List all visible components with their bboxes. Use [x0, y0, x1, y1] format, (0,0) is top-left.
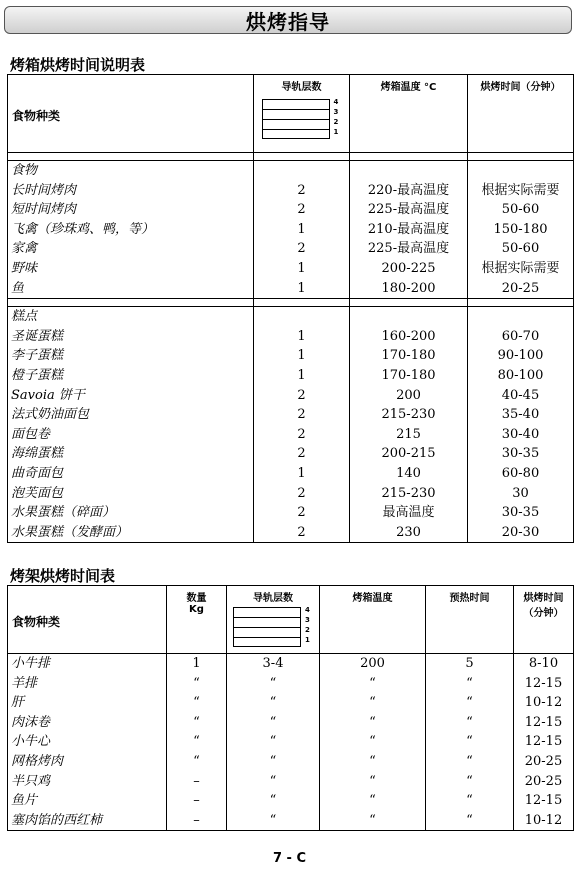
temperature-value: 215-230 [381, 407, 436, 423]
rack-header-rail [227, 586, 320, 654]
spacer [350, 307, 467, 327]
time-value: 8-10 [528, 656, 559, 671]
preheat-value: “ [466, 714, 473, 730]
rail-value: “ [269, 734, 277, 750]
time-value: 35-40 [501, 407, 540, 423]
time-value: 12-15 [524, 734, 563, 750]
rail-label: 2 [333, 118, 339, 126]
oven-group [8, 299, 574, 543]
rack-grill-table [7, 585, 574, 831]
rail-diagram-icon [233, 607, 313, 647]
rail-label: 4 [305, 606, 310, 614]
food-name: 面包卷 [11, 426, 51, 442]
temperature-value: “ [369, 714, 376, 730]
food-name: 半只鸡 [11, 773, 51, 789]
temperature-value: “ [369, 695, 376, 711]
temperature-value: 160-200 [381, 328, 436, 344]
oven-header-rail [254, 75, 350, 153]
temperature-value: 170-180 [381, 367, 436, 383]
rail-value: 2 [297, 505, 306, 521]
temperature-value: “ [369, 773, 376, 789]
temperature-value: 215-230 [381, 485, 436, 501]
food-name: 法式奶油面包 [11, 407, 90, 423]
temperature-value: 最高温度 [382, 505, 435, 521]
rail-value: 2 [297, 241, 306, 257]
page-title-bar [4, 6, 572, 34]
rail-value: 2 [297, 485, 306, 501]
spacer [254, 307, 349, 327]
temperature-value: 230 [396, 524, 421, 540]
temperature-value: 215 [396, 426, 421, 442]
rack-header-qty-unit: Kg [189, 604, 204, 615]
page-number: 7 - C [272, 851, 307, 866]
food-name: 曲奇面包 [11, 465, 64, 481]
rack-header-preheat: 预热时间 [426, 586, 514, 654]
food-name: 李子蛋糕 [11, 348, 64, 364]
oven-group [8, 153, 574, 299]
spacer [350, 161, 467, 181]
qty-value: 1 [192, 656, 201, 671]
time-value: 根据实际需要 [481, 260, 560, 276]
rail-value: 2 [297, 407, 306, 423]
preheat-value: “ [466, 773, 473, 789]
food-name: 飞禽（珍珠鸡、鸭，等） [11, 221, 155, 237]
preheat-value: “ [466, 812, 473, 828]
time-value: 60-70 [501, 328, 540, 344]
temperature-value: “ [369, 812, 376, 828]
rack-table-title: 烤架烘烤时间表 [10, 567, 116, 585]
temperature-value: 200-215 [381, 446, 436, 462]
rail-value: “ [269, 812, 277, 828]
time-value: 12-15 [524, 714, 563, 730]
temperature-value: “ [369, 793, 376, 809]
rail-label: 2 [305, 626, 310, 634]
rail-value: 2 [297, 182, 306, 198]
oven-baking-table [7, 74, 574, 543]
time-value: 50-60 [501, 241, 540, 257]
food-name: 网格烤肉 [11, 753, 64, 769]
qty-value: “ [193, 695, 200, 711]
time-value: 30-35 [501, 505, 540, 521]
food-name: 鱼片 [11, 793, 38, 809]
oven-header-time: 烘烤时间（分钟） [468, 75, 574, 153]
food-name: 塞肉馅的西红柿 [11, 812, 103, 828]
temperature-value: “ [369, 734, 376, 750]
rail-diagram-icon [262, 99, 342, 139]
food-name: 小牛心 [11, 734, 51, 750]
oven-header-rail-label: 导轨层数 [281, 82, 322, 93]
time-value: 50-60 [501, 202, 540, 218]
rail-value: 2 [297, 387, 306, 403]
rail-label: 3 [333, 108, 339, 116]
temperature-value: 200-225 [381, 260, 436, 276]
rail-value: “ [269, 675, 277, 691]
rack-header-time-label: 烘烤时间 [523, 593, 564, 604]
rack-header-rail-label: 导轨层数 [253, 593, 293, 604]
rack-header-qty [167, 586, 227, 654]
time-value: 根据实际需要 [481, 182, 560, 198]
qty-value: – [193, 773, 200, 789]
rail-label: 1 [305, 636, 310, 644]
temperature-value: “ [369, 675, 376, 691]
time-value: 80-100 [497, 367, 544, 383]
preheat-value: “ [466, 675, 473, 691]
time-value: 20-25 [501, 280, 540, 296]
temperature-value: 140 [396, 465, 421, 481]
rack-header-temp: 烤箱温度 [320, 586, 426, 654]
table-row [8, 654, 574, 831]
preheat-value: “ [466, 734, 473, 750]
rack-header-time [514, 586, 574, 654]
rail-value: “ [269, 714, 277, 730]
rack-rows [8, 654, 574, 831]
rail-value: 2 [297, 446, 306, 462]
qty-value: “ [193, 675, 200, 691]
table-row [8, 307, 574, 543]
oven-header-food: 食物种类 [8, 75, 254, 153]
food-name: 长时间烤肉 [11, 182, 77, 198]
food-name: 橙子蛋糕 [11, 367, 64, 383]
food-name: 家禽 [11, 241, 38, 257]
temperature-value: 220-最高温度 [367, 182, 450, 198]
food-name: 短时间烤肉 [11, 202, 77, 218]
temperature-value: 170-180 [381, 348, 436, 364]
time-value: 60-80 [501, 465, 540, 481]
time-value: 20-30 [501, 524, 540, 540]
time-value: 30 [512, 485, 529, 501]
preheat-value: “ [466, 753, 473, 769]
rack-header-food: 食物种类 [8, 586, 167, 654]
food-name: 野味 [11, 260, 38, 276]
food-name: 泡芙面包 [11, 485, 64, 501]
food-name: 肉沫卷 [11, 714, 51, 730]
rail-value: 2 [297, 524, 306, 540]
rack-header-qty-label: 数量 [186, 593, 207, 604]
temperature-value: 200 [360, 656, 385, 671]
food-name: Savoia 饼干 [11, 387, 85, 403]
time-value: 30-40 [501, 426, 540, 442]
qty-value: – [193, 793, 200, 809]
time-value: 10-12 [524, 695, 563, 711]
page-title: 烘烤指导 [246, 9, 330, 34]
rail-value: 1 [297, 465, 306, 481]
group-heading: 糕点 [11, 309, 38, 325]
time-value: 20-25 [524, 753, 563, 769]
spacer [468, 161, 573, 181]
food-name: 肝 [11, 695, 25, 711]
group-heading: 食物 [11, 163, 38, 178]
spacer [468, 307, 573, 327]
rail-value: 1 [297, 367, 306, 383]
rail-value: 1 [297, 221, 306, 237]
time-value: 40-45 [501, 387, 540, 403]
temperature-value: 225-最高温度 [367, 202, 450, 218]
food-name: 水果蛋糕（发酵面） [11, 524, 129, 540]
rail-label: 1 [333, 128, 339, 136]
qty-value: “ [193, 734, 200, 750]
preheat-value: “ [466, 793, 473, 809]
oven-header-temp: 烤箱温度 °C [350, 75, 468, 153]
temperature-value: 180-200 [381, 280, 436, 296]
time-value: 12-15 [524, 675, 563, 691]
time-value: 90-100 [497, 348, 544, 364]
rail-value: 1 [297, 348, 306, 364]
time-value: 20-25 [524, 773, 563, 789]
rail-value: 2 [297, 426, 306, 442]
oven-table-title: 烤箱烘烤时间说明表 [10, 56, 146, 74]
rail-label: 4 [333, 98, 339, 106]
food-name: 鱼 [11, 280, 25, 296]
qty-value: – [193, 812, 200, 828]
rail-value: “ [269, 773, 277, 789]
rail-label: 3 [305, 616, 310, 624]
rail-value: 3-4 [262, 656, 284, 671]
rail-value: “ [269, 753, 277, 769]
food-name: 羊排 [11, 675, 38, 691]
rail-value: 1 [297, 260, 306, 276]
food-name: 水果蛋糕（碎面） [11, 505, 116, 521]
rail-value: “ [269, 793, 277, 809]
food-name: 小牛排 [11, 656, 51, 671]
spacer [254, 161, 349, 181]
temperature-value: 210-最高温度 [367, 221, 450, 237]
qty-value: “ [193, 753, 200, 769]
qty-value: “ [193, 714, 200, 730]
temperature-value: 200 [396, 387, 421, 403]
rail-value: 1 [297, 280, 306, 296]
temperature-value: “ [369, 753, 376, 769]
temperature-value: 225-最高温度 [367, 241, 450, 257]
preheat-value: “ [466, 695, 473, 711]
rail-value: 2 [297, 202, 306, 218]
time-value: 10-12 [524, 812, 563, 828]
rack-header-time-unit: （分钟） [523, 608, 564, 619]
time-value: 30-35 [501, 446, 540, 462]
preheat-value: 5 [465, 656, 474, 671]
food-name: 圣诞蛋糕 [11, 328, 64, 344]
rail-value: 1 [297, 328, 306, 344]
table-row [8, 161, 574, 299]
rail-value: “ [269, 695, 277, 711]
time-value: 12-15 [524, 793, 563, 809]
time-value: 150-180 [493, 221, 548, 237]
food-name: 海绵蛋糕 [11, 446, 64, 462]
